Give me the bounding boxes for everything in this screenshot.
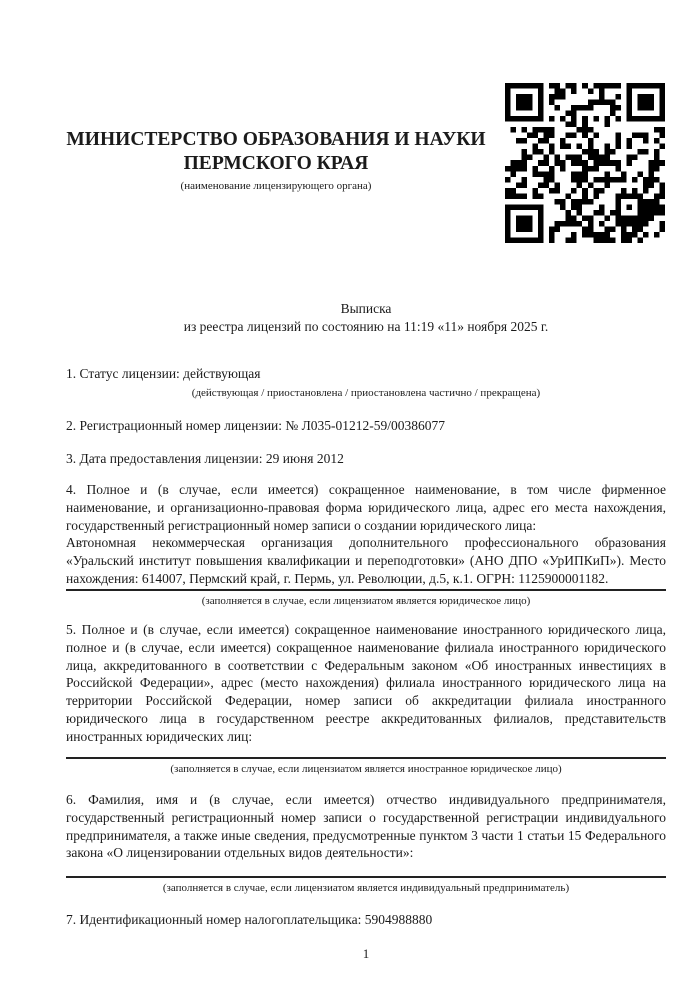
legal-entity-value: Автономная некоммерческая организация дополнительного профессионального образования «Уральский институт повышения квалификации и переподготовки» (АНО ДПО «УрИПКиП»). Место нахождения: 614007, Пермский край, г. Пермь, ул. Революции, д.5, к.1. ОГРН: 1125900001182. bbox=[66, 535, 666, 586]
ministry-header bbox=[66, 128, 486, 193]
item-legal-entity bbox=[66, 481, 666, 587]
foreign-entity-caption: (заполняется в случае, если лицензиатом является иностранное юридическое лицо) bbox=[170, 763, 562, 776]
qr-code-icon bbox=[505, 83, 665, 243]
item-registration-number: 2. Регистрационный номер лицензии: № Л035-01212-59/00386077 bbox=[66, 417, 446, 433]
item-individual-entrepreneur: 6. Фамилия, имя и (в случае, если имеется) отчество индивидуального предпринимателя, государственный регистрационный номер записи о государственной регистрации индивидуального предпринимателя, а также иные сведения, предусмотренные пунктом 3 части 1 статьи 15 Федерального закона «О лицензировании отдельных видов деятельности»: bbox=[66, 792, 666, 861]
license-status-options-caption: (действующая / приостановлена / приостановлена частично / прекращена) bbox=[191, 386, 541, 399]
item-taxpayer-number: 7. Идентификационный номер налогоплательщика: 5904988880 bbox=[66, 912, 433, 928]
title-line1: Выписка bbox=[340, 301, 392, 316]
page-number: 1 bbox=[362, 945, 370, 961]
ministry-name-line2: ПЕРМСКОГО КРАЯ bbox=[183, 153, 369, 174]
fill-line-individual-entrepreneur bbox=[66, 876, 666, 878]
legal-entity-caption: (заполняется в случае, если лицензиатом является юридическое лицо) bbox=[201, 595, 531, 608]
document-title bbox=[66, 300, 666, 336]
item-license-grant-date: 3. Дата предоставления лицензии: 29 июня 2012 bbox=[66, 451, 344, 467]
ministry-caption: (наименование лицензирующего органа) bbox=[180, 180, 372, 192]
document-body bbox=[66, 365, 666, 962]
title-line2: из реестра лицензий по состоянию на 11:19 «11» ноября 2025 г. bbox=[183, 319, 549, 334]
individual-entrepreneur-caption: (заполняется в случае, если лицензиатом является индивидуальный предприниматель) bbox=[162, 882, 570, 895]
item-license-status: 1. Статус лицензии: действующая bbox=[66, 366, 261, 381]
ministry-name-line1: МИНИСТЕРСТВО ОБРАЗОВАНИЯ И НАУКИ bbox=[66, 129, 486, 150]
item-foreign-entity: 5. Полное и (в случае, если имеется) сокращенное наименование иностранного юридического лица, полное и (в случае, если имеется) сокращенное наименование филиала иностранного юридического лица, аккредитованного в соответствии с Федеральным законом «Об иностранных инвестициях в Российской Федерации», адрес (место нахождения) филиала иностранного юридического лица на территории Российской Федерации, номер записи об аккредитации филиала иностранного юридического лица в государственном реестре аккредитованных филиалов, представительств иностранных юридических лиц: bbox=[66, 622, 666, 744]
fill-line-foreign-entity bbox=[66, 757, 666, 759]
fill-line-legal-entity bbox=[66, 589, 666, 591]
legal-entity-statement: 4. Полное и (в случае, если имеется) сокращенное наименование, в том числе фирменное наименование, и организационно-правовая форма юридического лица, адрес его места нахождения, государственный регистрационный номер записи о создании юридического лица: bbox=[66, 482, 666, 533]
